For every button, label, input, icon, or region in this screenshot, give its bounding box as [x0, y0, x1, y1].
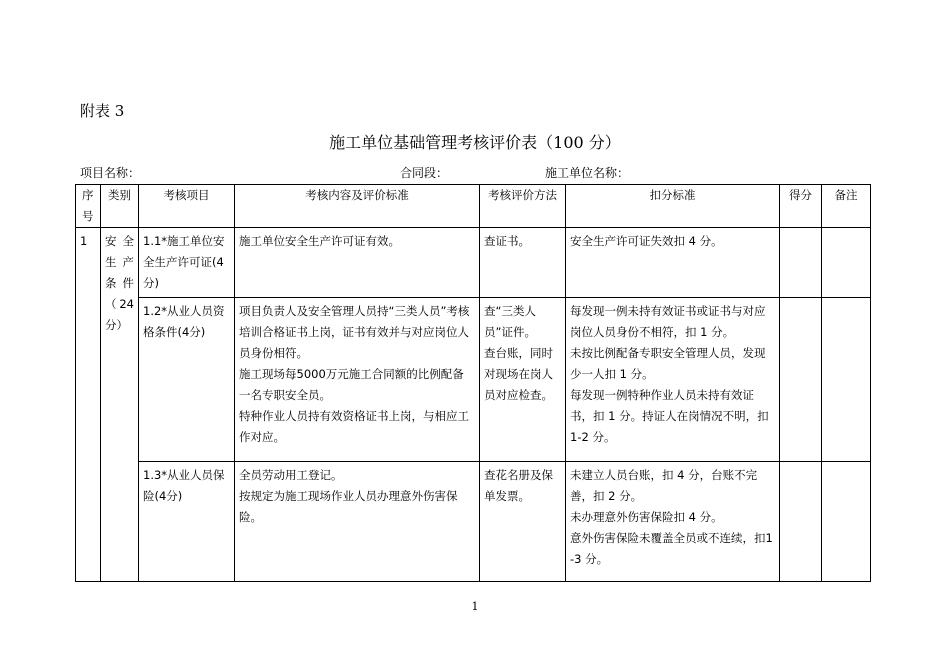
row-deduction: [566, 228, 780, 298]
row-content: [235, 462, 480, 582]
method-line: 查“三类人员”证件。: [484, 304, 536, 339]
table-row: [76, 462, 871, 582]
header-deduction: 扣分标准: [566, 185, 780, 228]
row-method: [480, 228, 566, 298]
row-score[interactable]: [780, 298, 822, 462]
content-line: 特种作业人员持有效资格证书上岗，与相应工作对应。: [239, 409, 469, 444]
content-line: 施工单位安全生产许可证有效。: [239, 234, 400, 248]
row-item: 1.1*施工单位安全生产许可证(4分): [139, 228, 235, 298]
deduction-line: 安全生产许可证失效扣 4 分。: [570, 234, 723, 248]
content-line: 全员劳动用工登记。: [239, 468, 343, 482]
page-number: 1: [471, 600, 479, 613]
row-method: [480, 462, 566, 582]
table-row: [76, 298, 871, 462]
content-line: 项目负责人及安全管理人员持“三类人员”考核培训合格证书上岗，证书有效并与对应岗位人员身份相符。: [239, 304, 470, 360]
deduction-line: 每发现一例特种作业人员未持有效证书，扣 1 分。持证人在岗情况不明，扣1-2 分。: [570, 388, 769, 444]
method-line: 查花名册及保单发票。: [484, 468, 553, 503]
row-method: [480, 298, 566, 462]
deduction-line: 未按比例配备专职安全管理人员，发现少一人扣 1 分。: [570, 346, 766, 381]
row-deduction: [566, 462, 780, 582]
page-title: 施工单位基础管理考核评价表（100 分）: [329, 133, 621, 152]
content-line: 施工现场每5000万元施工合同额的比例配备一名专职安全员。: [239, 367, 464, 402]
project-name-label: 项目名称：: [80, 166, 141, 180]
row-item: 1.2*从业人员资格条件(4分): [139, 298, 235, 462]
deduction-line: 每发现一例未持有效证书或证书与对应岗位人员身份不相符，扣 1 分。: [570, 304, 766, 339]
row-remark[interactable]: [822, 298, 871, 462]
header-category: 类别: [101, 185, 139, 228]
deduction-line: 未办理意外伤害保险扣 4 分。: [570, 510, 723, 524]
header-content: 考核内容及评价标准: [235, 185, 480, 228]
contract-section-label: 合同段：: [400, 166, 449, 180]
table-row: [76, 228, 871, 298]
header-seq: 序号: [76, 185, 101, 228]
row-remark[interactable]: [822, 228, 871, 298]
row-content: [235, 228, 480, 298]
method-line: 查台账，同时对现场在岗人员对应检查。: [484, 346, 553, 402]
header-remark: 备注: [822, 185, 871, 228]
unit-name-label: 施工单位名称：: [545, 166, 630, 180]
method-line: 查证书。: [484, 234, 530, 248]
row-deduction: [566, 298, 780, 462]
group-seq: 1: [76, 228, 101, 582]
row-remark[interactable]: [822, 462, 871, 582]
header-item: 考核项目: [139, 185, 235, 228]
deduction-line: 未建立人员台账，扣 4 分，台账不完善，扣 2 分。: [570, 468, 758, 503]
content-line: 按规定为施工现场作业人员办理意外伤害保险。: [239, 489, 458, 524]
row-score[interactable]: [780, 228, 822, 298]
header-score: 得分: [780, 185, 822, 228]
deduction-line: 意外伤害保险未覆盖全员或不连续，扣1-3 分。: [570, 531, 773, 566]
header-row: [76, 185, 871, 228]
assessment-table: [75, 184, 871, 582]
appendix-label: 附表 3: [80, 102, 125, 120]
row-score[interactable]: [780, 462, 822, 582]
group-category: 安全生产条件（24分）: [101, 228, 139, 582]
header-method: 考核评价方法: [480, 185, 566, 228]
row-content: [235, 298, 480, 462]
row-item: 1.3*从业人员保险(4分): [139, 462, 235, 582]
